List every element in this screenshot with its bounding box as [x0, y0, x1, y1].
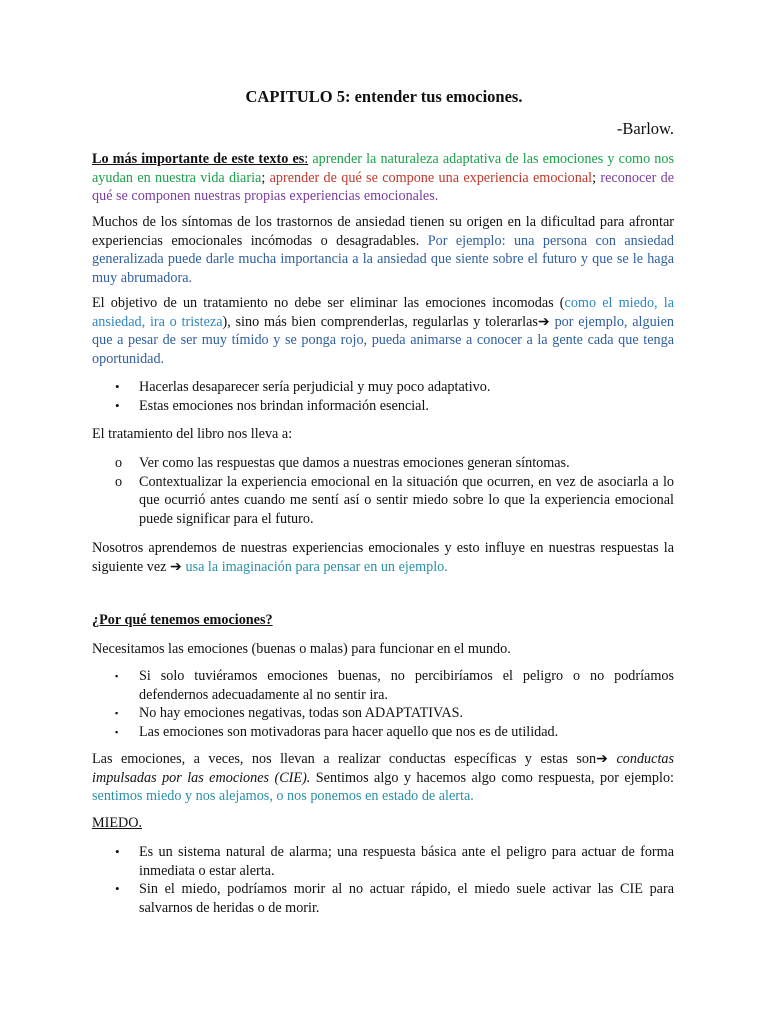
list-item: o Contextualizar la experiencia emocional en la situación que ocurren, en vez de asociarla a lo que ocurrió antes cuando me sentí así o sentir miedo sobre lo que la experiencia emocional puede significar para el futuro. [115, 473, 674, 527]
emotions-list: como el miedo, la ansiedad, ira o tristeza [92, 295, 674, 330]
bullet-icon: • [115, 881, 120, 896]
anxiety-example: Por ejemplo: una persona con ansiedad generalizada puede darle mucha importancia a la ansiedad que siente sobre el futuro y que se le haga muy abrumadora. [92, 232, 675, 286]
arrow-icon: ➔ [537, 313, 550, 330]
list-item: • Es un sistema natural de alarma; una respuesta básica ante el peligro para actuar de forma inmediata o estar alerta. [115, 844, 674, 879]
square-bullet-icon: ▪ [115, 671, 119, 681]
bullet-list-1 [92, 378, 674, 415]
list-item: ▪ Las emociones son motivadoras para hacer aquello que nos es de utilidad. [115, 723, 559, 740]
circle-bullet-icon: o [115, 473, 123, 490]
page-title: CAPITULO 5: entender tus emociones. [245, 87, 523, 106]
cie-example: sentimos miedo y nos alejamos, o nos ponemos en estado de alerta. [92, 788, 474, 804]
arrow-icon: ➔ [170, 558, 182, 575]
circle-list [92, 454, 674, 528]
treatment-intro: El tratamiento del libro nos lleva a: [92, 426, 293, 442]
list-item: o Ver como las respuestas que damos a nuestras emociones generan síntomas. [115, 455, 570, 471]
author-name: -Barlow. [616, 119, 674, 138]
emotions-intro: Necesitamos las emociones (buenas o malas) para funcionar en el mundo. [92, 641, 511, 657]
square-bullet-icon: ▪ [115, 708, 119, 718]
list-item: • Hacerlas desaparecer sería perjudicial y muy poco adaptativo. [115, 379, 491, 395]
summary-point-1: aprender la naturaleza adaptativa de las emociones y como nos ayudan en nuestra vida diaria [92, 151, 674, 186]
list-item: • Sin el miedo, podríamos morir al no actuar rápido, el miedo suele activar las CIE para salvarnos de heridas o de morir. [115, 881, 674, 916]
list-item: • Estas emociones nos brindan información esencial. [115, 397, 429, 414]
summary-point-2: aprender de qué se compone una experiencia emocional [269, 169, 593, 186]
section-heading-emotions: ¿Por qué tenemos emociones? [92, 612, 273, 628]
square-list [92, 667, 674, 741]
list-item: ▪ Si solo tuviéramos emociones buenas, no percibiríamos el peligro o no podríamos defendernos adecuadamente al no sentir ira. [115, 668, 674, 703]
bullet-icon: • [115, 397, 120, 413]
summary-paragraph: Lo más importante de este texto es: aprender la naturaleza adaptativa de las emociones y como nos ayudan en nuestra vida diaria; aprender de qué se compone una experiencia emocional; reconocer de qué se componen nuestras propias experiencias emocionales. [92, 151, 675, 204]
cie-paragraph: Las emociones, a veces, nos llevan a realizar conductas específicas y estas son➔ conductas impulsadas por las emociones (CIE). Sentimos algo y hacemos algo como respuesta, por ejemplo: sentimos miedo y nos alejamos, o nos ponemos en estado de alerta. [92, 751, 675, 804]
summary-lead: Lo más importante de este texto es [92, 151, 305, 167]
learning-example: usa la imaginación para pensar en un ejemplo. [185, 558, 448, 575]
list-item: ▪ No hay emociones negativas, todas son ADAPTATIVAS. [115, 705, 464, 721]
square-bullet-icon: ▪ [115, 726, 119, 737]
arrow-icon: ➔ [596, 751, 608, 767]
anxiety-paragraph: Muchos de los síntomas de los trastornos de ansiedad tienen su origen en la dificultad para afrontar experiencias emocionales incómodas o desagradables. Por ejemplo: una persona con ansiedad generalizada puede darle mucha importancia a la ansiedad que siente sobre el futuro y que se le haga muy abrumadora. [92, 214, 675, 286]
section-heading-fear: MIEDO. [92, 815, 143, 831]
learning-paragraph: Nosotros aprendemos de nuestras experiencias emocionales y esto influye en nuestras respuestas la siguiente vez ➔ usa la imaginación para pensar en un ejemplo. [92, 540, 674, 575]
bullet-icon: • [115, 844, 120, 859]
cie-definition: conductas impulsadas por las emociones (CIE). [92, 751, 674, 786]
circle-bullet-icon: o [115, 455, 123, 471]
treatment-example: por ejemplo, alguien que a pesar de ser muy tímido y se ponga rojo, pueda animarse a conocer a la gente cada que tenga oportunidad. [92, 313, 675, 367]
bullet-icon: • [115, 379, 120, 394]
bullet-list-2 [92, 843, 674, 917]
treatment-goal-paragraph: El objetivo de un tratamiento no debe ser eliminar las emociones incomodas (como el miedo, la ansiedad, ira o tristeza), sino más bien comprenderlas, regularlas y tolerarlas➔ por ejemplo, alguien que a pesar de ser muy tímido y se ponga rojo, pueda animarse a conocer a la gente cada que tenga oportunidad. [92, 295, 675, 367]
summary-point-3: reconocer de qué se componen nuestras propias experiencias emocionales. [92, 169, 675, 204]
